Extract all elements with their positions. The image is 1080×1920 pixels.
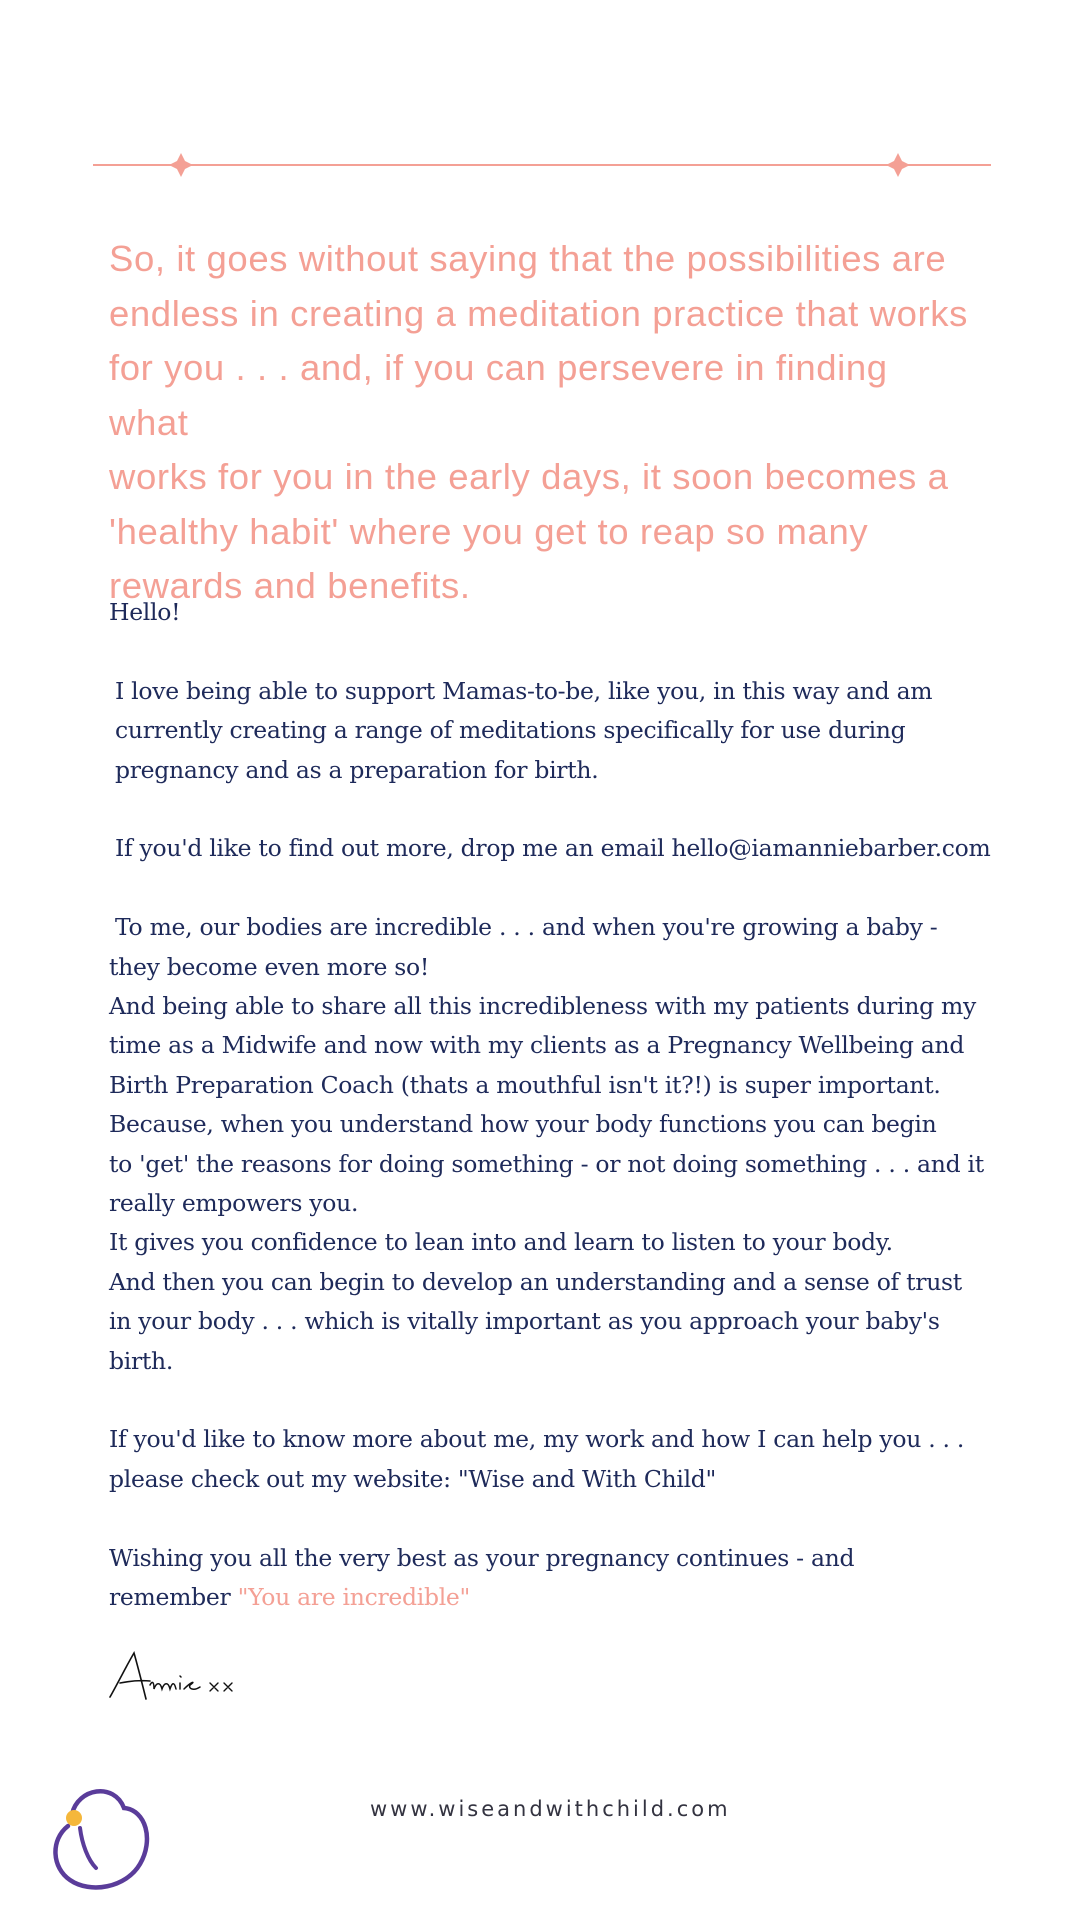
greeting: Hello! [109,598,181,626]
pull-quote [109,232,969,614]
letter-line: really empowers you. [109,1189,359,1218]
quote-line: works for you in the early days, it soon becomes a [109,456,949,497]
quote-line: rewards and benefits. [109,565,471,606]
decorative-divider [93,150,991,180]
letter-line: It gives you confidence to lean into and learn to listen to your body. [109,1228,893,1257]
signature [106,1645,246,1715]
quote-line: for you . . . and, if you can persevere in finding what [109,347,888,443]
wise-and-with-child-logo [40,1778,160,1898]
paragraph-email: If you'd like to find out more, drop me an email hello@iamanniebarber.com [115,834,991,863]
letter-line: And being able to share all this incredibleness with my patients during my [109,992,976,1021]
website-link[interactable]: www.wiseandwithchild.com [370,1797,731,1821]
letter-line: time as a Midwife and now with my clients as a Pregnancy Wellbeing and [109,1031,965,1060]
sparkle-icon [886,153,910,177]
letter-line: If you'd like to know more about me, my work and how I can help you . . . [109,1425,965,1454]
letter-line: currently creating a range of meditations specifically for use during [115,716,906,745]
letter-line: Birth Preparation Coach (thats a mouthful isn't it?!) is super important. [109,1070,941,1099]
quote-line: So, it goes without saying that the possibilities are [109,238,947,279]
letter-line: to 'get' the reasons for doing something - or not doing something . . . and it [109,1149,984,1178]
quote-line: 'healthy habit' where you get to reap so many [109,510,869,552]
paragraph-intro [109,672,999,790]
sparkle-icon [169,153,193,177]
paragraph-bodies [109,908,999,1381]
letter-line: And then you can begin to develop an understanding and a sense of trust [109,1267,962,1296]
highlight-phrase: "You are incredible" [237,1583,471,1612]
letter-line: birth. [109,1346,174,1375]
letter-line: remember [109,1583,238,1612]
letter-line: I love being able to support Mamas-to-be, like you, in this way and am [115,676,933,705]
paragraph-website [109,1420,999,1499]
letter-line: pregnancy and as a preparation for birth. [115,755,599,784]
quote-line: endless in creating a meditation practice that works [109,292,968,334]
letter-line: in your body . . . which is vitally important as you approach your baby's [109,1307,940,1336]
letter-body [109,593,999,1617]
paragraph-closing [109,1539,999,1618]
letter-line: they become even more so! [109,952,430,981]
letter-line: To me, our bodies are incredible . . . and when you're growing a baby - [115,913,938,942]
letter-line: Because, when you understand how your body functions you can begin [109,1110,937,1139]
letter-line: Wishing you all the very best as your pregnancy continues - and [109,1543,855,1572]
letter-line: please check out my website: "Wise and With Child" [109,1464,717,1493]
